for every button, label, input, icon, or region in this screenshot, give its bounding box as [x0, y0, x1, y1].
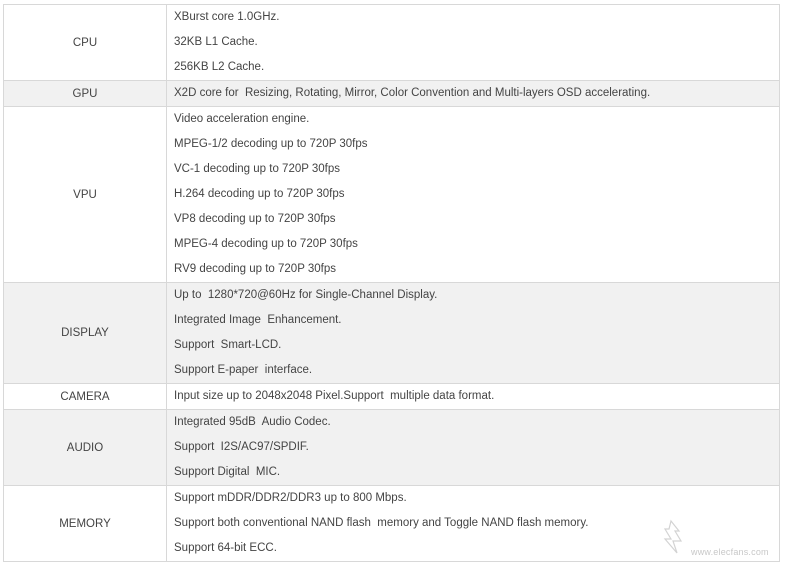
spec-table-body — [4, 5, 780, 562]
spec-label: MEMORY — [4, 486, 167, 562]
spec-row-cpu — [4, 5, 780, 81]
spec-detail-line: X2D core for Resizing, Rotating, Mirror, Color Convention and Multi-layers OSD accelerating. — [174, 87, 651, 99]
spec-row-camera — [4, 384, 780, 410]
spec-row-display — [4, 283, 780, 384]
spec-detail-line: Support mDDR/DDR2/DDR3 up to 800 Mbps. — [174, 492, 407, 504]
spec-detail-line: VP8 decoding up to 720P 30fps — [174, 213, 336, 225]
spec-detail-line: Support I2S/AC97/SPDIF. — [174, 441, 309, 453]
spec-detail-line: Support Digital MIC. — [174, 466, 281, 478]
spec-details — [167, 81, 780, 107]
spec-details — [167, 410, 780, 486]
spec-detail-line: XBurst core 1.0GHz. — [174, 11, 280, 23]
watermark-text: www.elecfans.com — [691, 547, 769, 557]
spec-label: GPU — [4, 81, 167, 107]
spec-row-audio — [4, 410, 780, 486]
spec-detail-line: VC-1 decoding up to 720P 30fps — [174, 163, 341, 175]
spec-details — [167, 384, 780, 410]
spec-detail-line: RV9 decoding up to 720P 30fps — [174, 263, 336, 275]
spec-detail-line: Integrated Image Enhancement. — [174, 314, 342, 326]
spec-label: VPU — [4, 107, 167, 283]
spec-details — [167, 5, 780, 81]
spec-table — [3, 4, 780, 562]
spec-row-memory — [4, 486, 780, 562]
spec-details — [167, 486, 780, 562]
spec-detail-line: Integrated 95dB Audio Codec. — [174, 416, 331, 428]
spec-detail-line: H.264 decoding up to 720P 30fps — [174, 188, 345, 200]
spec-label: CPU — [4, 5, 167, 81]
spec-detail-line: Video acceleration engine. — [174, 113, 310, 125]
spec-row-vpu — [4, 107, 780, 283]
spec-detail-line: MPEG-1/2 decoding up to 720P 30fps — [174, 138, 368, 150]
spec-label: AUDIO — [4, 410, 167, 486]
spec-row-gpu — [4, 81, 780, 107]
spec-detail-line: Support E-paper interface. — [174, 364, 313, 376]
spec-detail-line: Support both conventional NAND flash memory and Toggle NAND flash memory. — [174, 517, 589, 529]
spec-details — [167, 283, 780, 384]
spec-details — [167, 107, 780, 283]
spec-label: DISPLAY — [4, 283, 167, 384]
spec-detail-line: 256KB L2 Cache. — [174, 61, 265, 73]
spec-detail-line: 32KB L1 Cache. — [174, 36, 258, 48]
spec-label: CAMERA — [4, 384, 167, 410]
spec-detail-line: Support 64-bit ECC. — [174, 542, 277, 554]
spec-detail-line: Up to 1280*720@60Hz for Single-Channel Display. — [174, 289, 438, 301]
spec-detail-line: Input size up to 2048x2048 Pixel.Support multiple data format. — [174, 390, 495, 402]
spec-detail-line: Support Smart-LCD. — [174, 339, 282, 351]
spec-detail-line: MPEG-4 decoding up to 720P 30fps — [174, 238, 358, 250]
